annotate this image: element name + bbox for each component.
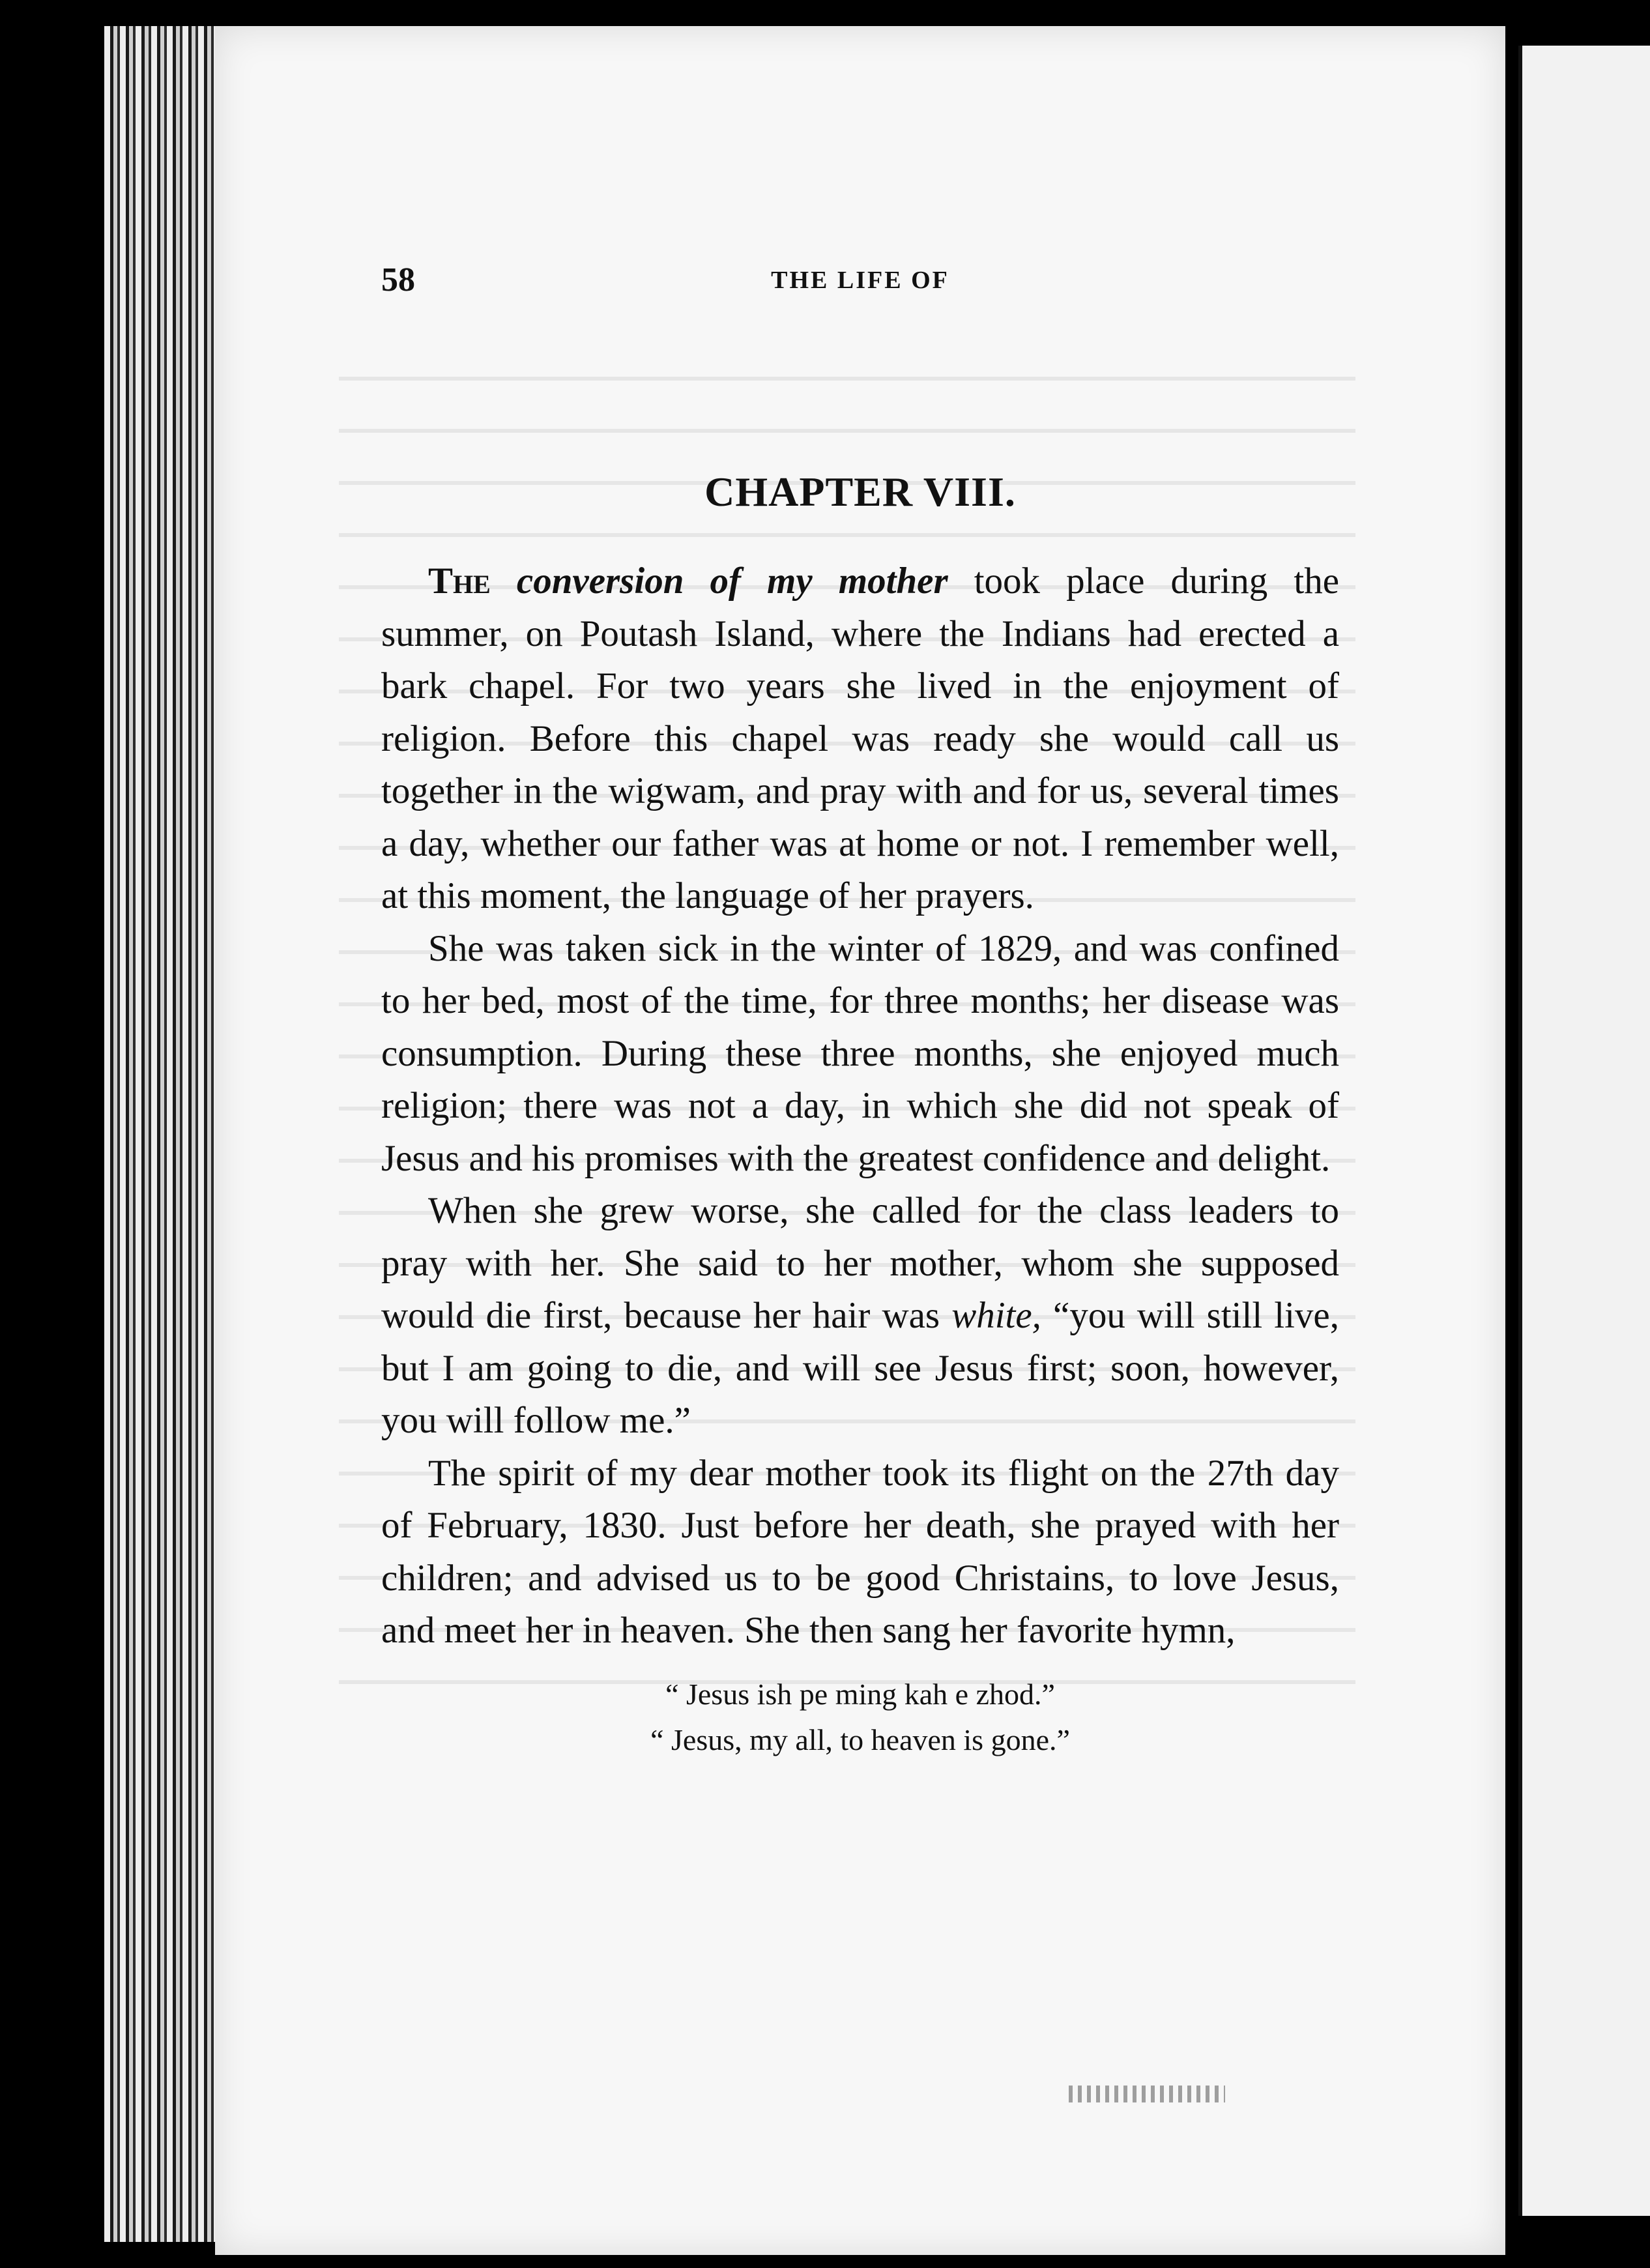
paragraph-3-emphasis: white,	[951, 1295, 1041, 1336]
chapter-heading: CHAPTER VIII.	[704, 469, 1016, 515]
hymn-quote	[381, 1672, 1339, 1763]
paragraph-2: She was taken sick in the winter of 1829, and was confined to her bed, most of the time, for three months; her disease was consumption. During these three months, she enjoyed much religion; there was not a day, in which she did not speak of Jesus and his promises with the greatest confidence and delight.	[381, 927, 1339, 1179]
paragraph-4: The spirit of my dear mother took its flight on the 27th day of February, 1830. Just before her death, she prayed with her children; and advised us to be good Christains, to love Jesus, and meet her in heaven. She then sang her favorite hymn,	[381, 1452, 1339, 1651]
body-text	[381, 555, 1339, 1657]
paragraph-1-emphasis: conversion of my mother	[516, 560, 948, 602]
facing-page-edge	[1518, 46, 1650, 2216]
running-head	[381, 261, 1339, 306]
hymn-line-2: “ Jesus, my all, to heaven is gone.”	[650, 1723, 1070, 1756]
page-number: 58	[381, 261, 415, 298]
page-text-block	[381, 261, 1339, 1763]
paragraph-1-lead-word: The	[428, 560, 491, 602]
paragraph-3-text-a: When she grew worse, she called for the class leaders to pray with her. She said to her mother, whom she supposed would die first, because her hair was	[381, 1190, 1339, 1336]
paragraph-3	[381, 1185, 1339, 1447]
scan-smudge	[1069, 2086, 1225, 2102]
paragraph-3-text-b: “you will still live, but I am going to die, and will see Jesus first; soon, however, you will follow me.”	[381, 1295, 1339, 1441]
paragraph-1	[381, 555, 1339, 923]
paragraph-1-text: took place during the summer, on Poutash Island, where the Indians had erected a bark chapel. For two years she lived in the enjoyment of religion. Before this chapel was ready she would call us together in the wigwam, and pray with and for us, several times a day, whether our father was at home or not. I remember well, at this moment, the language of her prayers.	[381, 560, 1340, 916]
hymn-line-1: “ Jesus ish pe ming kah e zhod.”	[665, 1677, 1055, 1711]
running-title: THE LIFE OF	[771, 267, 949, 294]
